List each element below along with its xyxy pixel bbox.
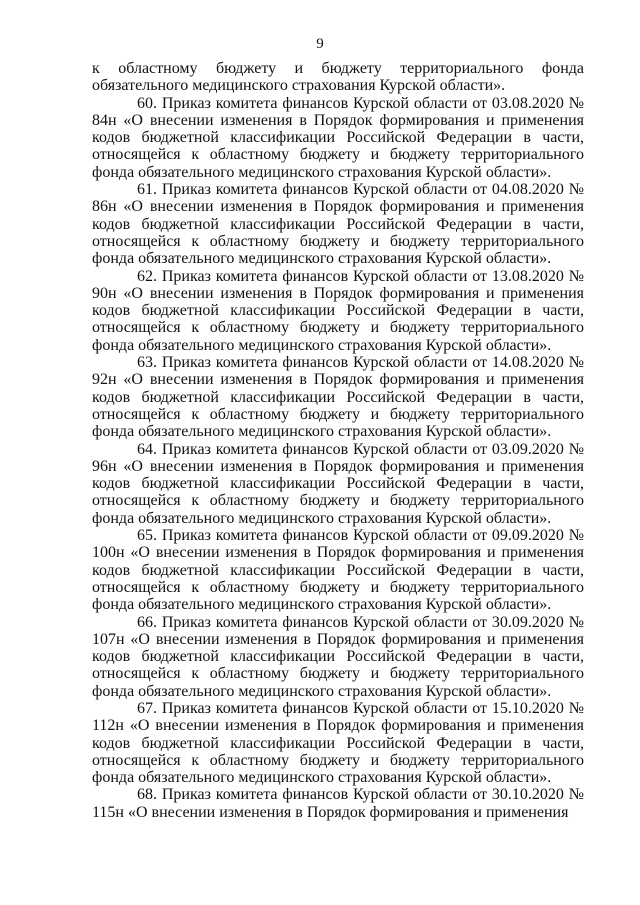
- list-item-62: 62. Приказ комитета финансов Курской области от 13.08.2020 № 90н «О внесении изменения в Порядок формирования и применения кодов бюджетной классификации Российской Федерации в части, относящейся к областному бюджету и бюджету территориального фонда обязательного медицинского страхования Курской области».: [92, 267, 584, 354]
- list-item-60: 60. Приказ комитета финансов Курской области от 03.08.2020 № 84н «О внесении изменения в Порядок формирования и применения кодов бюджетной классификации Российской Федерации в части, относящейся к областному бюджету и бюджету территориального фонда обязательного медицинского страхования Курской области».: [92, 94, 584, 181]
- list-item-67: 67. Приказ комитета финансов Курской области от 15.10.2020 № 112н «О внесении изменения в Порядок формирования и применения кодов бюджетной классификации Российской Федерации в части, относящейся к областному бюджету и бюджету территориального фонда обязательного медицинского страхования Курской области».: [92, 699, 584, 787]
- list-item-65: 65. Приказ комитета финансов Курской области от 09.09.2020 № 100н «О внесении изменения в Порядок формирования и применения кодов бюджетной классификации Российской Федерации в части, относящейся к областному бюджету и бюджету территориального фонда обязательного медицинского страхования Курской области».: [92, 527, 584, 614]
- list-item-63: 63. Приказ комитета финансов Курской области от 14.08.2020 № 92н «О внесении изменения в Порядок формирования и применения кодов бюджетной классификации Российской Федерации в части, относящейся к областному бюджету и бюджету территориального фонда обязательного медицинского страхования Курской области».: [92, 354, 584, 441]
- paragraph-continuation: к областному бюджету и бюджету территориального фонда обязательного медицинского страхования Курской области».: [92, 60, 584, 95]
- list-item-64: 64. Приказ комитета финансов Курской области от 03.09.2020 № 96н «О внесении изменения в Порядок формирования и применения кодов бюджетной классификации Российской Федерации в части, относящейся к областному бюджету и бюджету территориального фонда обязательного медицинского страхования Курской области».: [92, 440, 584, 527]
- document-body: [92, 60, 584, 821]
- list-item-66: 66. Приказ комитета финансов Курской области от 30.09.2020 № 107н «О внесении изменения в Порядок формирования и применения кодов бюджетной классификации Российской Федерации в части, относящейся к областному бюджету и бюджету территориального фонда обязательного медицинского страхования Курской области».: [92, 613, 584, 700]
- list-item-61: 61. Приказ комитета финансов Курской области от 04.08.2020 № 86н «О внесении изменения в Порядок формирования и применения кодов бюджетной классификации Российской Федерации в части, относящейся к областному бюджету и бюджету территориального фонда обязательного медицинского страхования Курской области».: [92, 181, 584, 268]
- list-item-68: 68. Приказ комитета финансов Курской области от 30.10.2020 № 115н «О внесении изменения в Порядок формирования и применения: [92, 786, 584, 821]
- page-number: 9: [316, 36, 324, 52]
